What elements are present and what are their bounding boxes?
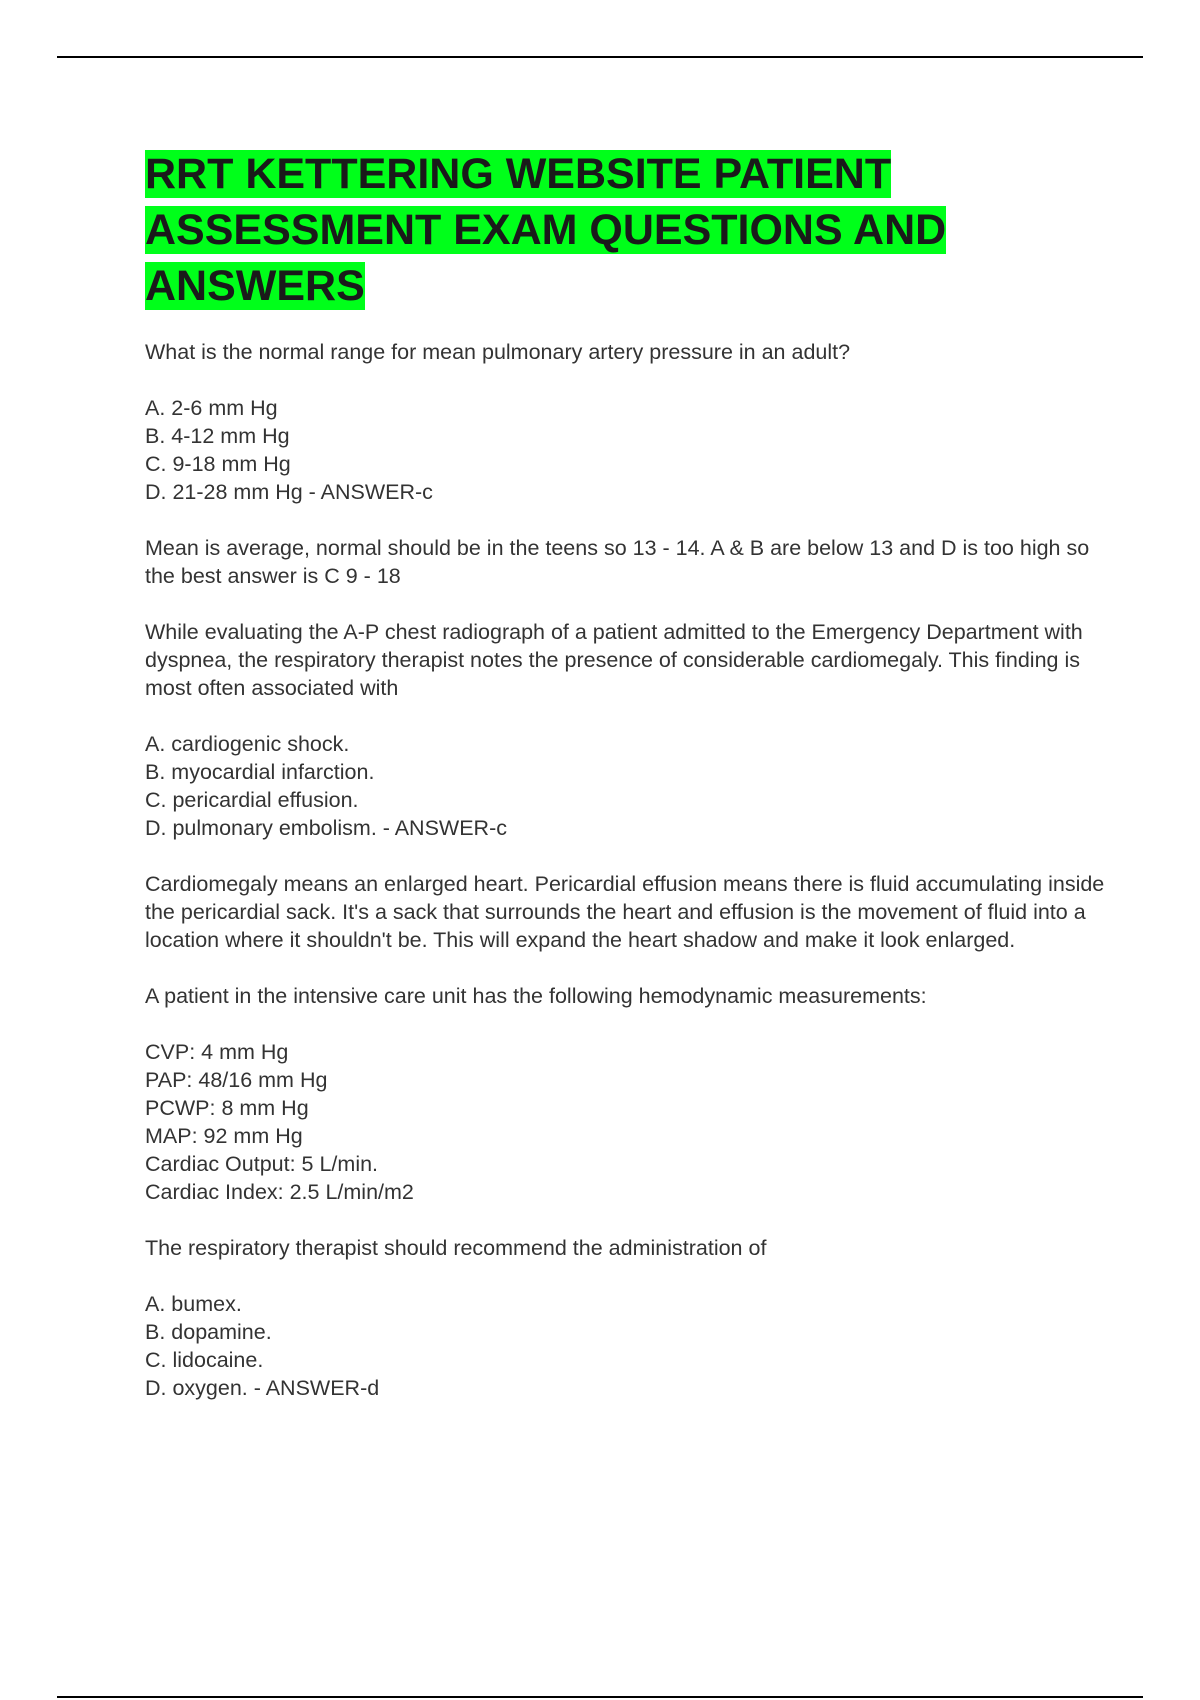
option-item: D. 21-28 mm Hg - ANSWER-c [145, 480, 433, 504]
option-item: A. cardiogenic shock. [145, 732, 350, 756]
question-1-text: What is the normal range for mean pulmonary artery pressure in an adult? [145, 340, 851, 364]
question-3-options [145, 1290, 1105, 1402]
option-item: D. oxygen. - ANSWER-d [145, 1376, 380, 1400]
measurement-item: Cardiac Index: 2.5 L/min/m2 [145, 1180, 414, 1204]
question-3-intro: A patient in the intensive care unit has the following hemodynamic measurements: [145, 984, 927, 1008]
option-item: B. myocardial infarction. [145, 760, 375, 784]
option-item: C. 9-18 mm Hg [145, 452, 291, 476]
option-item: C. pericardial effusion. [145, 788, 359, 812]
measurement-item: PAP: 48/16 mm Hg [145, 1068, 328, 1092]
top-divider [57, 56, 1143, 58]
title-highlight: RRT KETTERING WEBSITE PATIENT ASSESSMENT EXAM QUESTIONS AND ANSWERS [145, 150, 947, 310]
question-2-text: While evaluating the A-P chest radiograph of a patient admitted to the Emergency Department with dyspnea, the respiratory therapist notes the presence of considerable cardiomegaly. This finding is most often associated with [145, 620, 1083, 700]
question-1-options [145, 394, 1105, 506]
measurement-item: PCWP: 8 mm Hg [145, 1096, 309, 1120]
document-title [145, 146, 1105, 314]
measurement-item: MAP: 92 mm Hg [145, 1124, 303, 1148]
question-2-options [145, 730, 1105, 842]
document-body [145, 146, 1105, 1430]
measurement-item: Cardiac Output: 5 L/min. [145, 1152, 379, 1176]
question-3-text: The respiratory therapist should recommend the administration of [145, 1236, 767, 1260]
hemodynamic-measurements [145, 1038, 1105, 1206]
question-1-explanation: Mean is average, normal should be in the teens so 13 - 14. A & B are below 13 and D is too high so the best answer is C 9 - 18 [145, 536, 1090, 588]
option-item: B. 4-12 mm Hg [145, 424, 290, 448]
option-item: C. lidocaine. [145, 1348, 264, 1372]
question-2-explanation: Cardiomegaly means an enlarged heart. Pericardial effusion means there is fluid accumulating inside the pericardial sack. It's a sack that surrounds the heart and effusion is the movement of fluid into a location where it shouldn't be. This will expand the heart shadow and make it look enlarged. [145, 872, 1105, 952]
bottom-divider [57, 1696, 1143, 1698]
option-item: A. bumex. [145, 1292, 242, 1316]
option-item: D. pulmonary embolism. - ANSWER-c [145, 816, 507, 840]
measurement-item: CVP: 4 mm Hg [145, 1040, 289, 1064]
option-item: A. 2-6 mm Hg [145, 396, 278, 420]
option-item: B. dopamine. [145, 1320, 272, 1344]
